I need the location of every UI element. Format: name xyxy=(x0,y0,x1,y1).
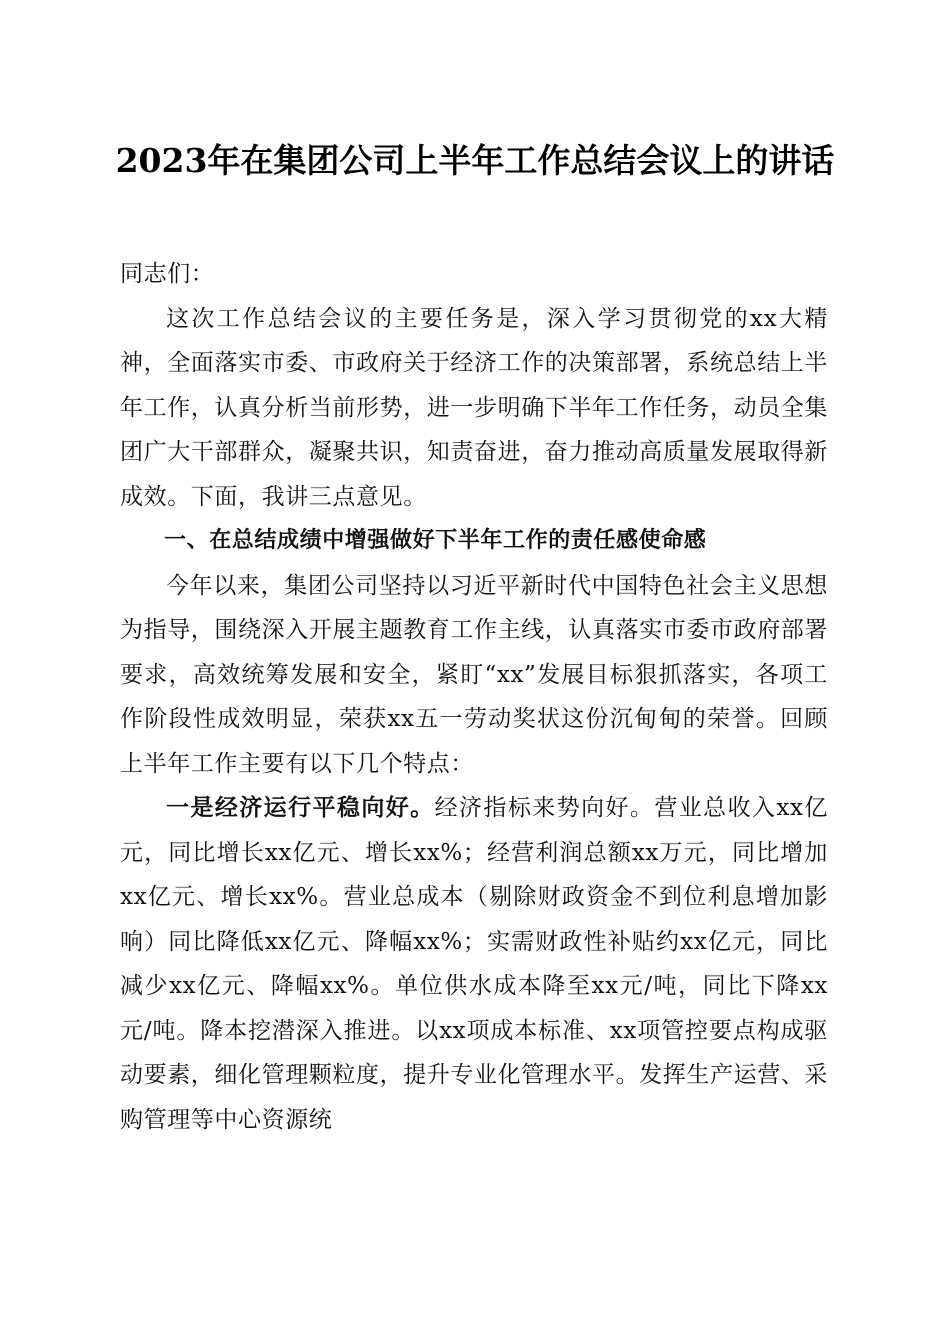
point1-paragraph xyxy=(120,786,828,1142)
section1-paragraph: 今年以来，集团公司坚持以习近平新时代中国特色社会主义思想为指导，围绕深入开展主题教育工作主线，认真落实市委市政府部署要求，高效统筹发展和安全，紧盯“xx”发展目标狠抓落实，各项工作阶段性成效明显，荣获xx五一劳动奖状这份沉甸甸的荣誉。回顾上半年工作主要有以下几个特点： xyxy=(120,572,828,777)
salutation: 同志们： xyxy=(120,261,215,287)
document-body xyxy=(120,252,828,1142)
point1-text: 经济指标来势向好。营业总收入xx亿元，同比增长xx亿元、增长xx%；经营利润总额xx万元，同比增加xx亿元、增长xx%。营业总成本（剔除财政资金不到位利息增加影响）同比降低xx亿元、降幅xx%；实需财政性补贴约xx亿元，同比减少xx亿元、降幅xx%。单位供水成本降至xx元/吨，同比下降xx元/吨。降本挖潜深入推进。以xx项成本标准、xx项管控要点构成驱动要素，细化管理颗粒度，提升专业化管理水平。发挥生产运营、采购管理等中心资源统 xyxy=(120,795,828,1133)
point1-lead: 一是经济运行平稳向好。 xyxy=(166,794,435,821)
document-title: 2023年在集团公司上半年工作总结会议上的讲话 xyxy=(115,141,835,180)
section-heading-1: 一、在总结成绩中增强做好下半年工作的责任感使命感 xyxy=(164,528,707,553)
intro-paragraph: 这次工作总结会议的主要任务是，深入学习贯彻党的xx大精神，全面落实市委、市政府关于经济工作的决策部署，系统总结上半年工作，认真分析当前形势，进一步明确下半年工作任务，动员全集团广大干部群众，凝聚共识，知责奋进，奋力推动高质量发展取得新成效。下面，我讲三点意见。 xyxy=(120,305,828,510)
